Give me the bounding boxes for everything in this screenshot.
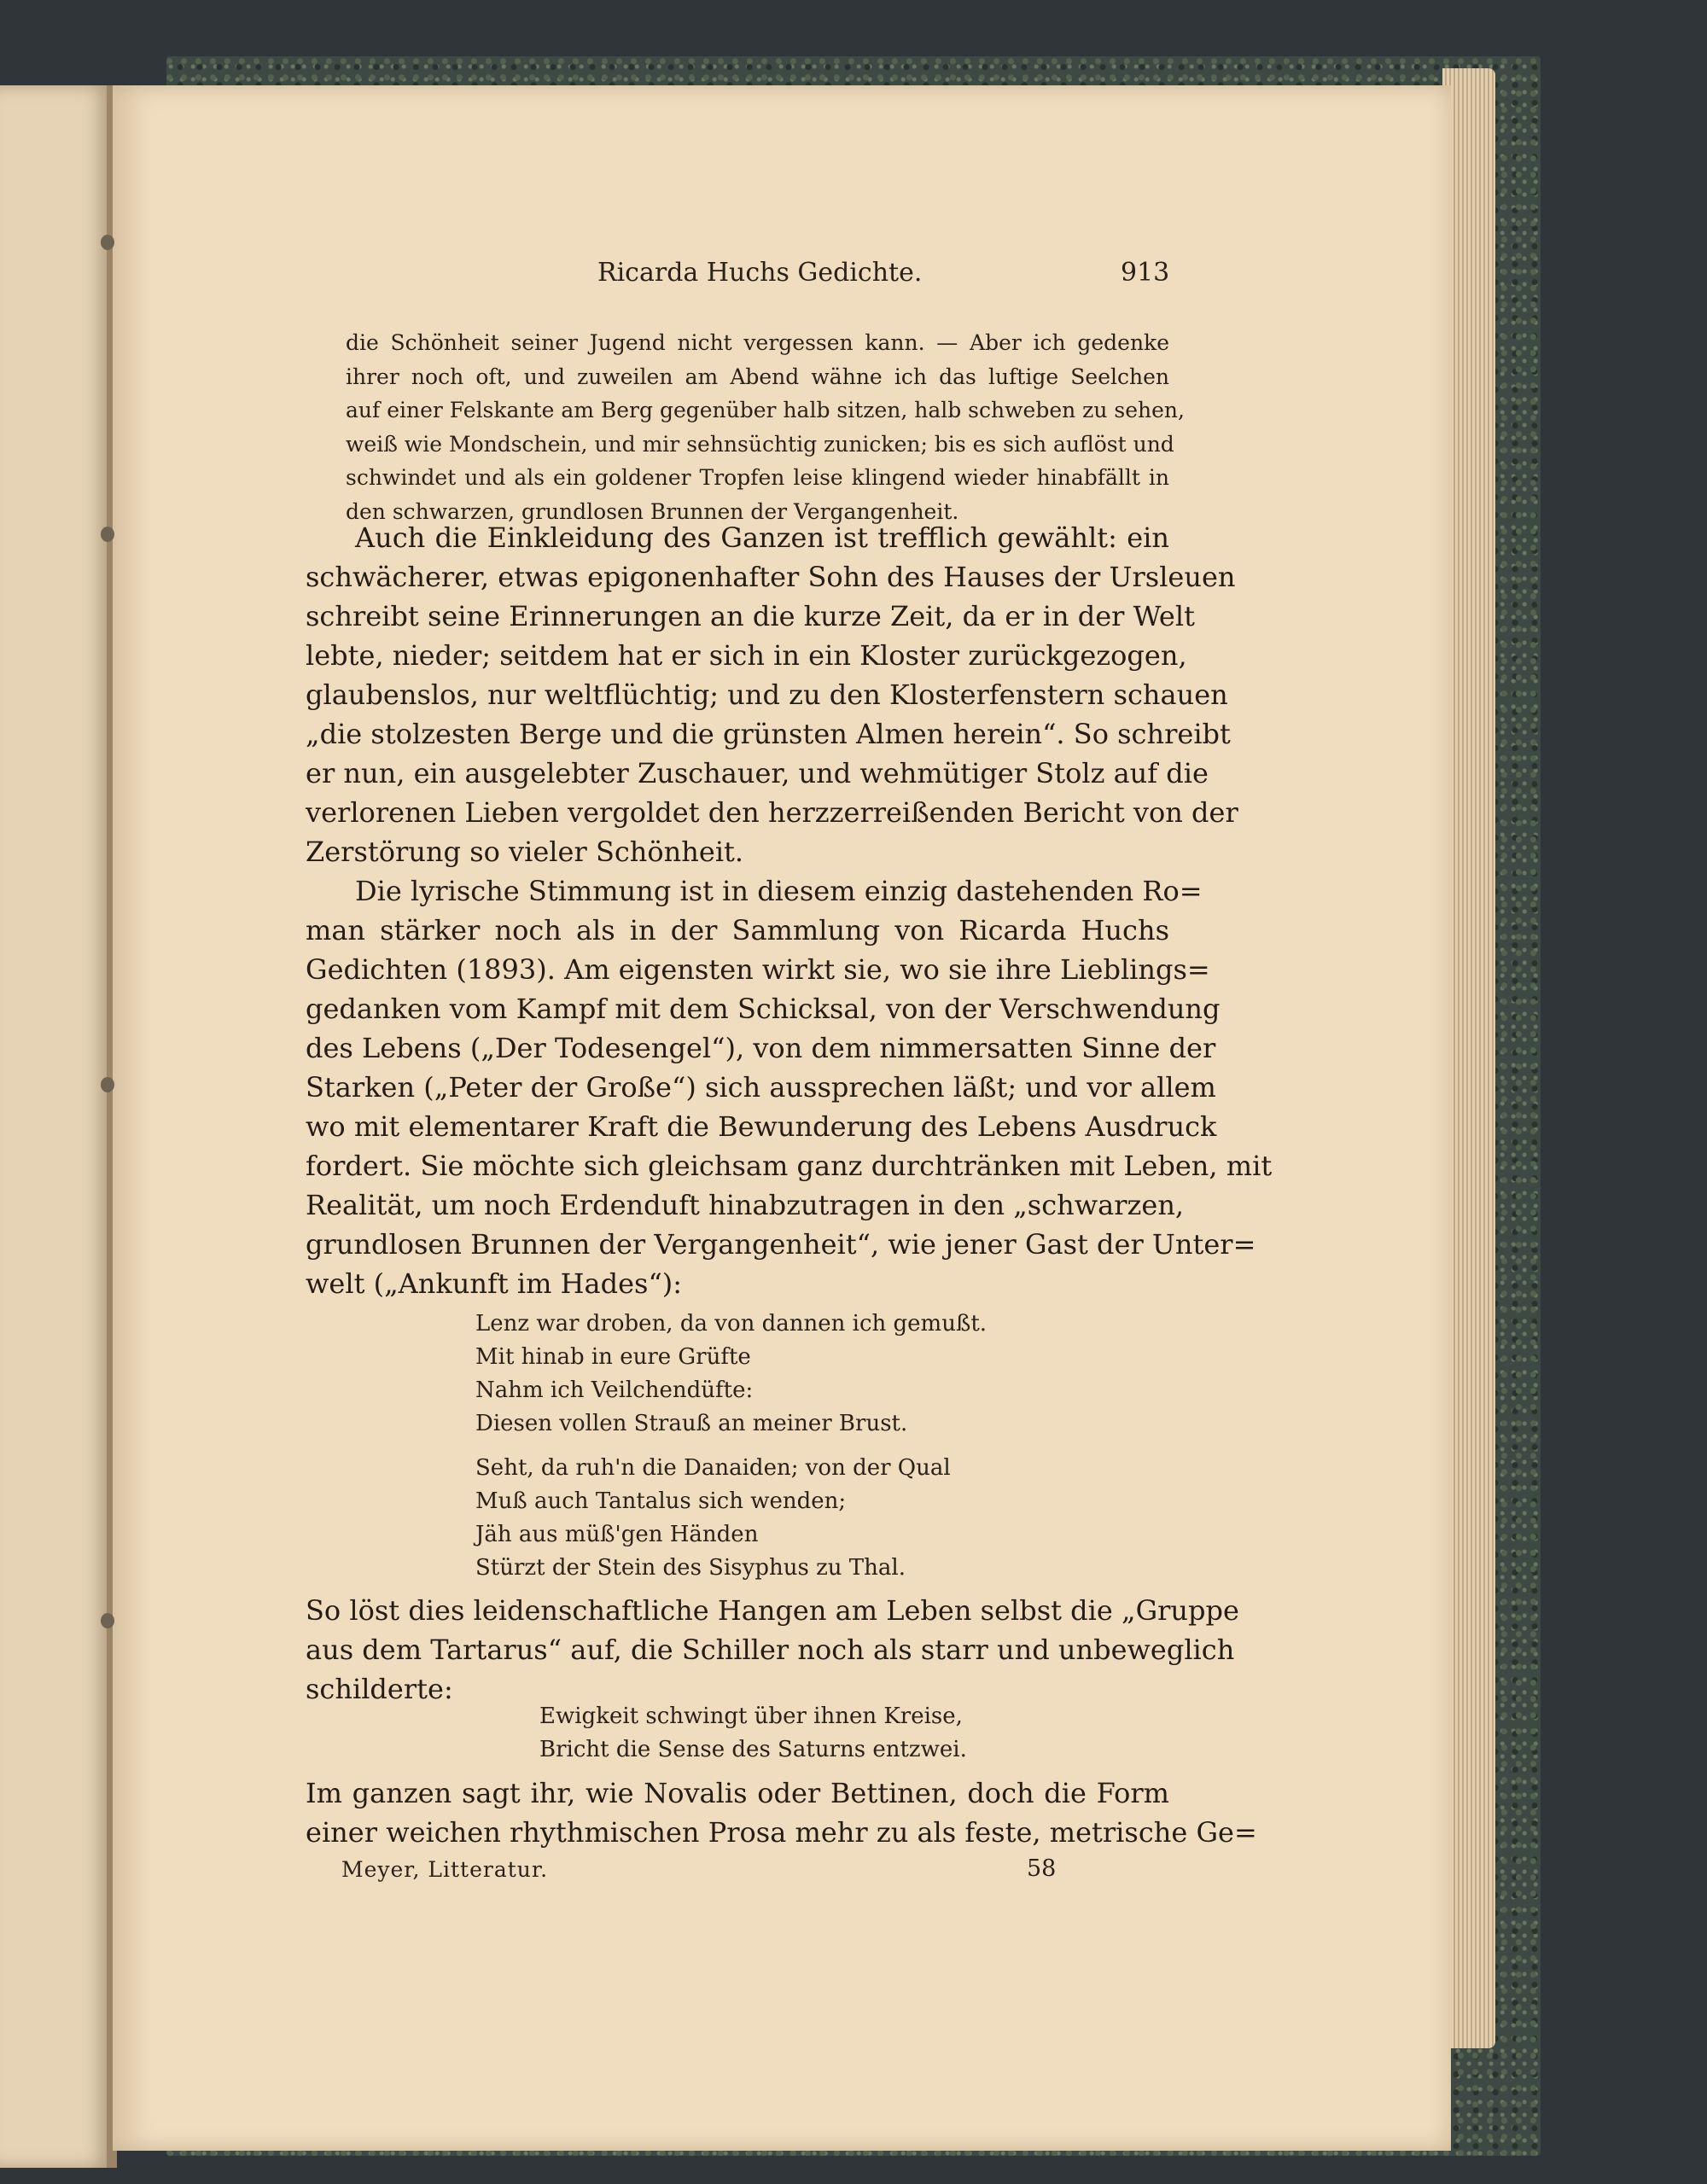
poem-2 — [539, 1700, 967, 1767]
paragraph-line: schreibt seine Erinnerungen an die kurze Zeit, da er in der Welt — [306, 600, 1195, 632]
quote-line: ihrer noch oft, und zuweilen am Abend wähne ich das luftige Seelchen — [346, 364, 1169, 389]
poem-1-stanza-2 — [475, 1452, 951, 1585]
paragraph-line: welt („Ankunft im Hades“): — [306, 1267, 683, 1300]
page-number: 913 — [1121, 258, 1170, 288]
verse-line: Muß auch Tantalus sich wenden; — [475, 1488, 847, 1514]
paragraph-1 — [306, 518, 1238, 871]
footer-signature-title: Meyer, Litteratur. — [341, 1857, 549, 1882]
quote-line: auf einer Felskante am Berg gegenüber halb sitzen, halb schweben zu sehen, — [346, 398, 1185, 422]
quote-block — [346, 326, 1185, 528]
binding-hole — [101, 1077, 114, 1092]
paragraph-line: einer weichen rhythmischen Prosa mehr zu als feste, metrische Ge= — [306, 1816, 1257, 1849]
verse-line: Diesen vollen Strauß an meiner Brust. — [475, 1411, 908, 1436]
paragraph-line: grundlosen Brunnen der Vergangenheit“, wie jener Gast der Unter= — [306, 1228, 1256, 1261]
paragraph-line: Im ganzen sagt ihr, wie Novalis oder Bettinen, doch die Form — [306, 1777, 1169, 1809]
paragraph-line: So löst dies leidenschaftliche Hangen am Leben selbst die „Gruppe — [306, 1594, 1239, 1627]
quote-line: weiß wie Mondschein, und mir sehnsüchtig zunicken; bis es sich auflöst und — [346, 431, 1174, 457]
binding-hole — [101, 1613, 114, 1628]
quote-line: schwindet und als ein goldener Tropfen leise klingend wieder hinabfällt in — [346, 465, 1169, 490]
verse-line: Lenz war droben, da von dannen ich gemußt. — [475, 1311, 987, 1337]
paragraph-line: gedanken vom Kampf mit dem Schicksal, von der Verschwendung — [306, 993, 1221, 1025]
verse-line: Bricht die Sense des Saturns entzwei. — [539, 1737, 967, 1762]
paragraph-line: lebte, nieder; seitdem hat er sich in ein Kloster zurückgezogen, — [306, 639, 1187, 672]
previous-page — [0, 85, 115, 2168]
poem-1-stanza-1 — [475, 1307, 987, 1441]
verse-line: Stürzt der Stein des Sisyphus zu Thal. — [475, 1555, 906, 1581]
paragraph-line: aus dem Tartarus“ auf, die Schiller noch als starr und unbeweglich — [306, 1634, 1235, 1666]
paragraph-line: man stärker noch als in der Sammlung von Ricarda Huchs — [306, 914, 1169, 946]
paragraph-line: wo mit elementarer Kraft die Bewunderung des Lebens Ausdruck — [306, 1110, 1217, 1143]
paragraph-line: schilderte: — [306, 1673, 453, 1705]
paragraph-line: Auch die Einkleidung des Ganzen ist trefflich gewählt: ein — [355, 521, 1169, 554]
paragraph-4 — [306, 1773, 1257, 1852]
verse-line: Mit hinab in eure Grüfte — [475, 1344, 751, 1370]
verse-line: Ewigkeit schwingt über ihnen Kreise, — [539, 1704, 963, 1729]
quote-line: die Schönheit seiner Jugend nicht vergessen kann. — Aber ich gedenke — [346, 330, 1169, 355]
paragraph-line: „die stolzesten Berge und die grünsten Almen herein“. So schreibt — [306, 718, 1231, 750]
binding-hole — [101, 235, 114, 250]
paragraph-line: Die lyrische Stimmung ist in diesem einzig dastehenden Ro= — [355, 875, 1203, 907]
paragraph-line: verlorenen Lieben vergoldet den herzzerreißenden Bericht von der — [306, 796, 1238, 829]
paragraph-line: Gedichten (1893). Am eigensten wirkt sie, wo sie ihre Lieblings= — [306, 953, 1210, 986]
paragraph-line: schwächerer, etwas epigonenhafter Sohn des Hauses der Ursleuen — [306, 561, 1236, 593]
paragraph-3 — [306, 1591, 1239, 1709]
paragraph-line: Starken („Peter der Große“) sich aussprechen läßt; und vor allem — [306, 1071, 1216, 1104]
paragraph-line: fordert. Sie möchte sich gleichsam ganz durchtränken mit Leben, mit — [306, 1150, 1273, 1182]
footer-signature-number: 58 — [1027, 1855, 1057, 1882]
paragraph-line: er nun, ein ausgelebter Zuschauer, und wehmütiger Stolz auf die — [306, 757, 1209, 789]
verse-line: Jäh aus müß'gen Händen — [475, 1522, 759, 1547]
binding-hole — [101, 527, 114, 542]
verse-line: Seht, da ruh'n die Danaiden; von der Qual — [475, 1455, 951, 1481]
paragraph-line: glaubenslos, nur weltflüchtig; und zu den Klosterfenstern schauen — [306, 678, 1228, 711]
paragraph-line: Realität, um noch Erdenduft hinabzutragen in den „schwarzen, — [306, 1189, 1185, 1221]
paragraph-line: Zerstörung so vieler Schönheit. — [306, 836, 744, 868]
paragraph-2 — [306, 871, 1273, 1303]
running-header-title: Ricarda Huchs Gedichte. — [597, 258, 923, 288]
quote-line: den schwarzen, grundlosen Brunnen der Vergangenheit. — [346, 498, 959, 524]
verse-line: Nahm ich Veilchendüfte: — [475, 1377, 754, 1403]
paragraph-line: des Lebens („Der Todesengel“), von dem nimmersatten Sinne der — [306, 1032, 1216, 1064]
